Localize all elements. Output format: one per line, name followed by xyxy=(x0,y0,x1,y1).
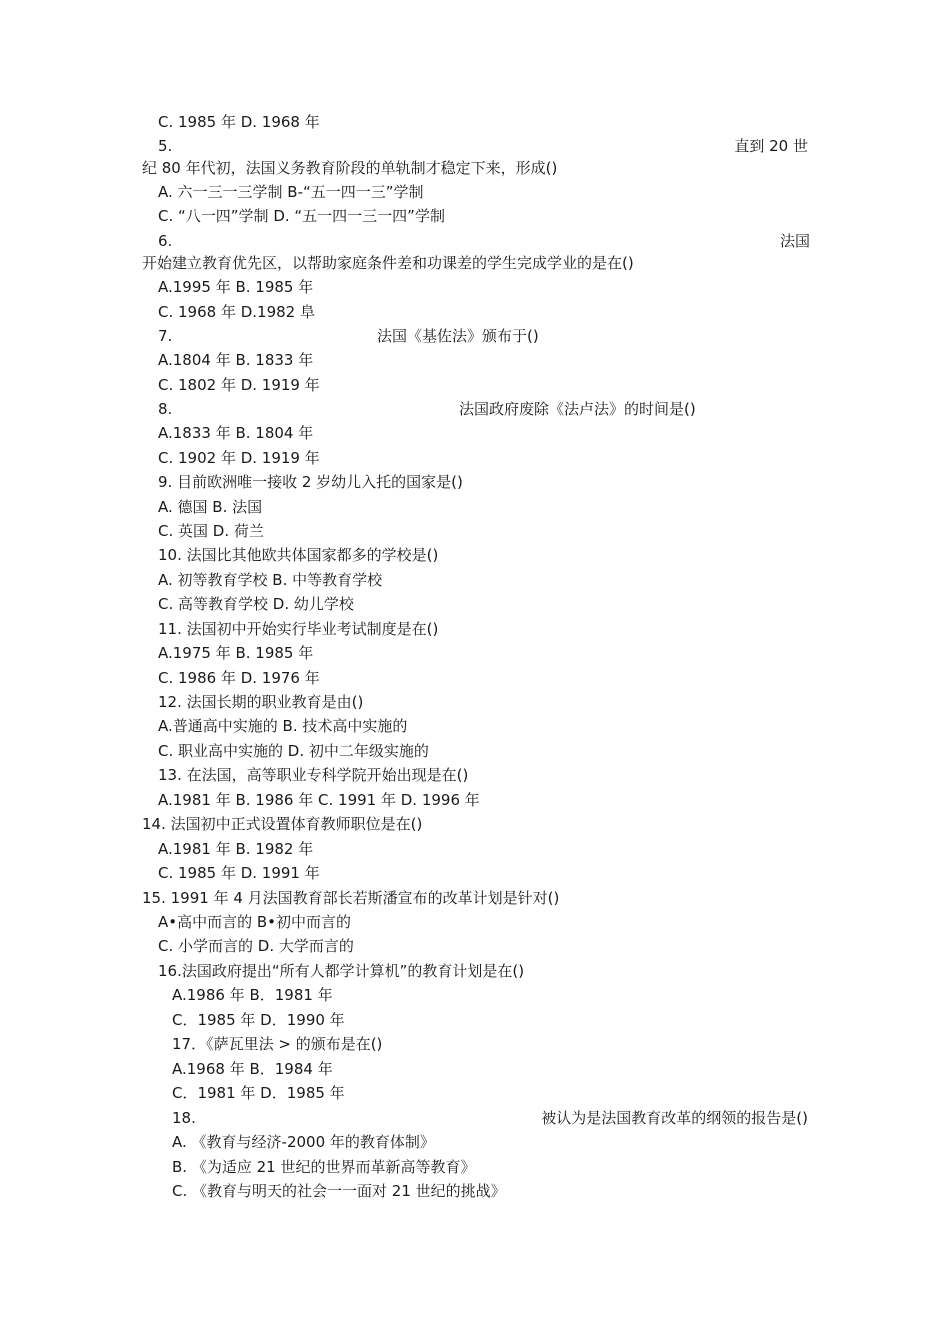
answer-line: A.1968 年 B．1984 年 xyxy=(172,1060,333,1078)
question-text: 法国《基佐法》颁布于() xyxy=(377,327,539,345)
question-5-line xyxy=(158,136,808,156)
answer-line: C. 1802 年 D. 1919 年 xyxy=(158,376,320,394)
question-6-line xyxy=(158,231,810,251)
question-7-line xyxy=(158,326,808,346)
question-number: 7. xyxy=(158,327,173,345)
question-line: 11. 法国初中开始实行毕业考试制度是在() xyxy=(158,620,439,638)
question-line: 10. 法国比其他欧共体国家都多的学校是() xyxy=(158,546,439,564)
question-text-continued: 开始建立教育优先区，以帮助家庭条件差和功课差的学生完成学业的是在() xyxy=(142,254,634,272)
question-line: 16.法国政府提出“所有人都学计算机”的教育计划是在() xyxy=(158,962,525,980)
question-number: 8. xyxy=(158,400,173,418)
question-text: 法国 xyxy=(779,232,810,250)
question-text: 被认为是法国教育改革的纲领的报告是() xyxy=(541,1109,808,1127)
question-line: 9. 目前欧洲唯一接收 2 岁幼儿入托的国家是() xyxy=(158,473,463,491)
answer-line: A. 初等教育学校 B. 中等教育学校 xyxy=(158,571,383,589)
answer-line: A.1804 年 B. 1833 年 xyxy=(158,351,314,369)
question-text: 直到 20 世 xyxy=(734,137,808,155)
answer-line: C. 1902 年 D. 1919 年 xyxy=(158,449,320,467)
question-line: 15. 1991 年 4 月法国教育部长若斯潘宣布的改革计划是针对() xyxy=(142,889,560,907)
answer-line: A.1995 年 B. 1985 年 xyxy=(158,278,314,296)
answer-line: C. 高等教育学校 D. 幼儿学校 xyxy=(158,595,354,613)
question-8-line xyxy=(158,399,808,419)
answer-line: C. 小学而言的 D. 大学而言的 xyxy=(158,937,354,955)
question-text-continued: 纪 80 年代初，法国义务教育阶段的单轨制才稳定下来，形成() xyxy=(142,159,558,177)
answer-line: A. 六一三一三学制 B-“五一四一三”学制 xyxy=(158,183,424,201)
question-number: 5. xyxy=(158,137,173,155)
answer-line: C. “八一四”学制 D. “五一四一三一四”学制 xyxy=(158,207,445,225)
answer-line: C. 职业高中实施的 D. 初中二年级实施的 xyxy=(158,742,429,760)
question-line: 13. 在法国，高等职业专科学院开始出现是在() xyxy=(158,766,469,784)
answer-line: A. 《教育与经济-2000 年的教育体制》 xyxy=(172,1133,435,1151)
answer-line: A.普通高中实施的 B. 技术高中实施的 xyxy=(158,717,408,735)
answer-line: C．1981 年 D．1985 年 xyxy=(172,1084,345,1102)
answer-line: A.1833 年 B. 1804 年 xyxy=(158,424,314,442)
question-number: 18. xyxy=(172,1109,196,1127)
question-18-line xyxy=(172,1108,808,1128)
question-text: 法国政府废除《法卢法》的时间是() xyxy=(459,400,696,418)
answer-line: A•高中而言的 B•初中而言的 xyxy=(158,913,352,931)
answer-line: C. 英国 D. 荷兰 xyxy=(158,522,264,540)
answer-line: C. 1985 年 D. 1968 年 xyxy=(158,113,320,131)
question-line: 14. 法国初中正式设置体育教师职位是在() xyxy=(142,815,423,833)
question-number: 6. xyxy=(158,232,173,250)
question-line: 12. 法国长期的职业教育是由() xyxy=(158,693,364,711)
answer-line: C. 《教育与明天的社会一一面对 21 世纪的挑战》 xyxy=(172,1182,506,1200)
answer-line: C. 1968 年 D.1982 阜 xyxy=(158,303,315,321)
answer-line: A.1981 年 B. 1986 年 C. 1991 年 D. 1996 年 xyxy=(158,791,480,809)
answer-line: C．1985 年 D．1990 年 xyxy=(172,1011,345,1029)
answer-line: A.1981 年 B. 1982 年 xyxy=(158,840,314,858)
answer-line: B. 《为适应 21 世纪的世界而革新高等教育》 xyxy=(172,1158,476,1176)
answer-line: C. 1985 年 D. 1991 年 xyxy=(158,864,320,882)
answer-line: A. 德国 B. 法国 xyxy=(158,498,263,516)
answer-line: A.1986 年 B．1981 年 xyxy=(172,986,333,1004)
answer-line: A.1975 年 B. 1985 年 xyxy=(158,644,314,662)
answer-line: C. 1986 年 D. 1976 年 xyxy=(158,669,320,687)
question-line: 17．《萨瓦里法 > 的颁布是在() xyxy=(172,1035,383,1053)
